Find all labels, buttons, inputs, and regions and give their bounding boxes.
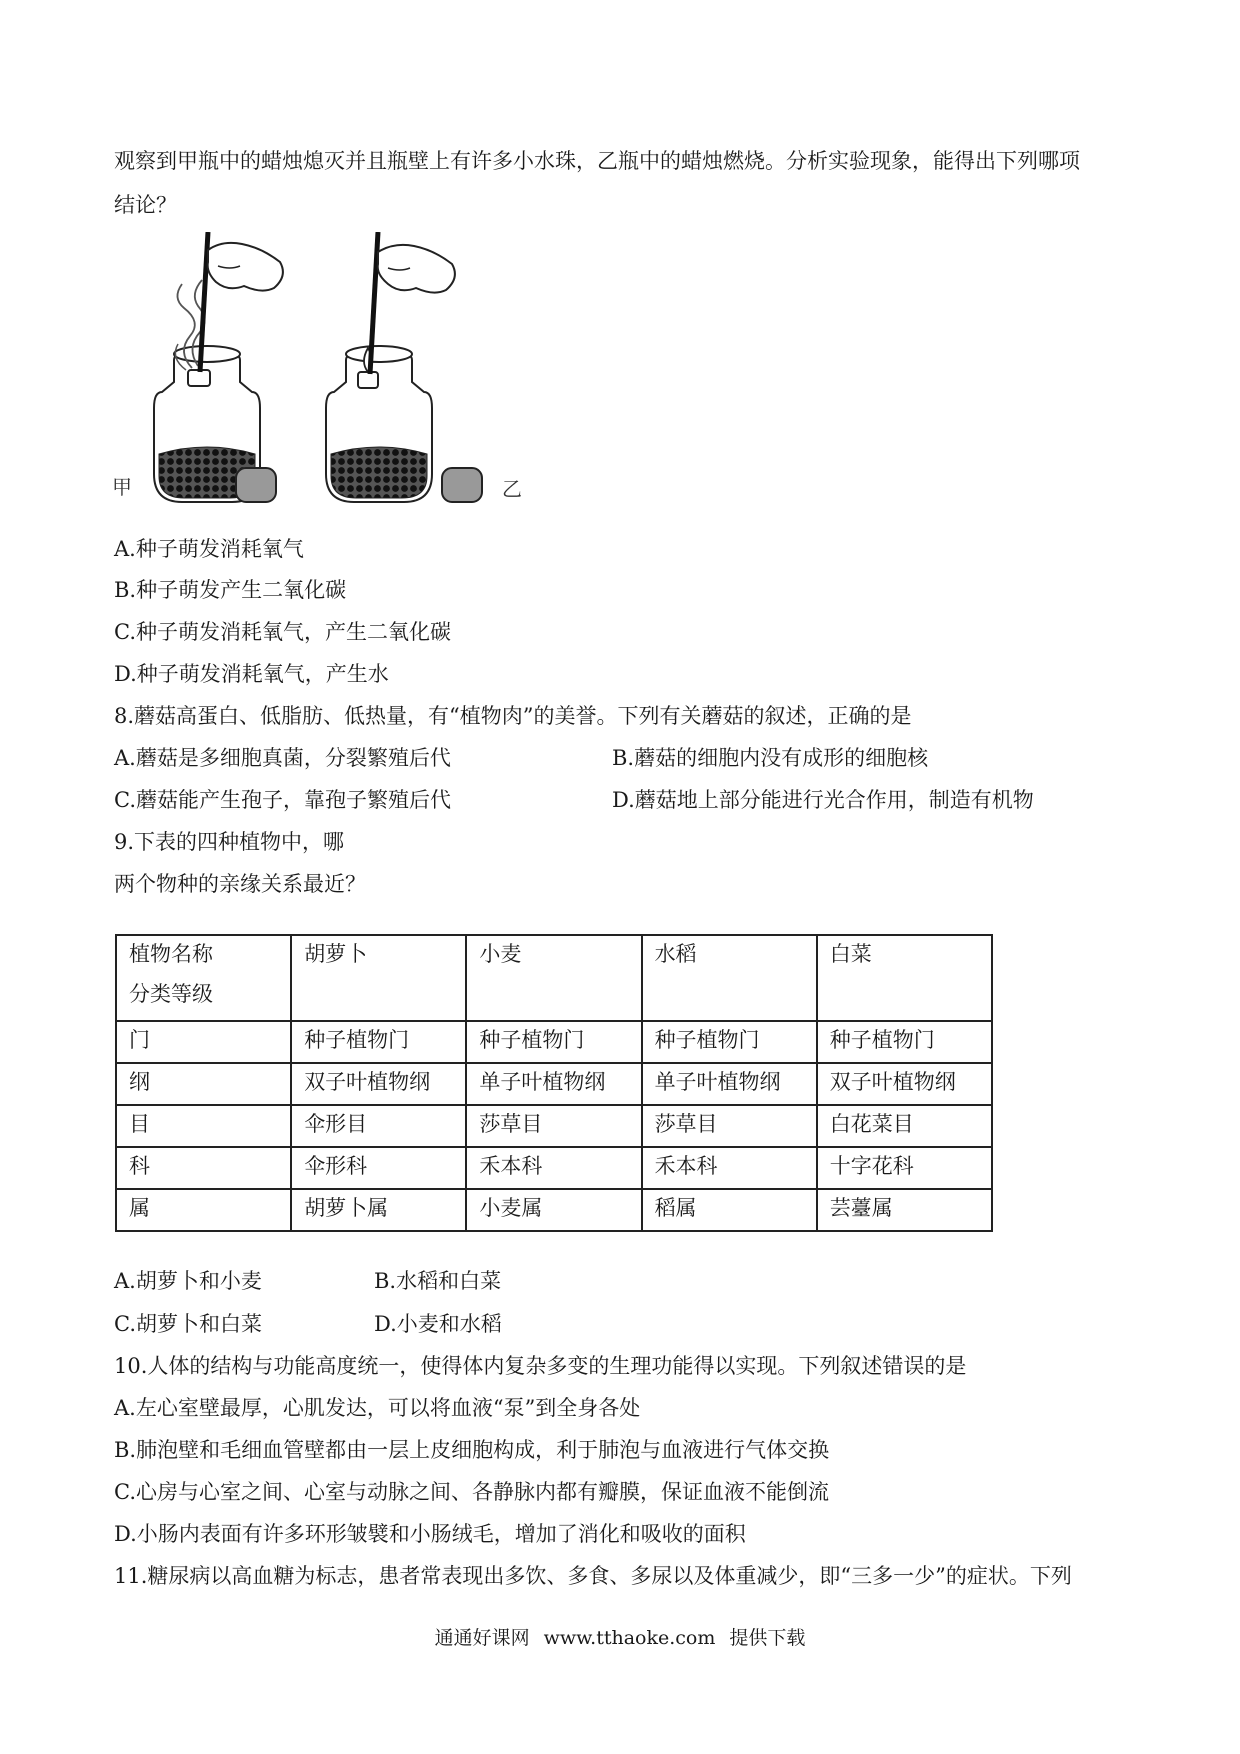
table-cell: 门: [116, 1021, 291, 1063]
q11-stem: 11.糖尿病以高血糖为标志，患者常表现出多饮、多食、多尿以及体重减少，即“三多一少”的症状。下列: [114, 1564, 1072, 1588]
q10-option-d: D.小肠内表面有许多环形皱襞和小肠绒毛，增加了消化和吸收的面积: [114, 1522, 746, 1546]
figure-label-right: 乙: [502, 477, 522, 501]
column-header: 小麦: [466, 935, 641, 1021]
table-cell: 稻属: [642, 1189, 817, 1231]
table-cell: 纲: [116, 1063, 291, 1105]
table-cell: 目: [116, 1105, 291, 1147]
jar-left: [154, 232, 283, 502]
intro-line-1: 观察到甲瓶中的蜡烛熄灭并且瓶壁上有许多小水珠，乙瓶中的蜡烛燃烧。分析实验现象，能得出下列哪项: [114, 149, 1080, 173]
table-corner-cell: [116, 935, 291, 1021]
q9-option-b: B.水稻和白菜: [374, 1269, 502, 1293]
q9-option-a: A.胡萝卜和小麦: [114, 1269, 262, 1293]
jar-right: [326, 232, 482, 502]
q10-option-c: C.心房与心室之间、心室与动脉之间、各静脉内都有瓣膜，保证血液不能倒流: [114, 1480, 829, 1504]
table-cell: 小麦属: [466, 1189, 641, 1231]
experiment-figure: [112, 232, 542, 522]
table-cell: 十字花科: [817, 1147, 992, 1189]
table-cell: 禾本科: [466, 1147, 641, 1189]
table-cell: 单子叶植物纲: [466, 1063, 641, 1105]
q9-stem-2: 两个物种的亲缘关系最近？: [114, 872, 366, 896]
table-cell: 伞形目: [291, 1105, 466, 1147]
table-cell: 白花菜目: [817, 1105, 992, 1147]
q8-option-d: D.蘑菇地上部分能进行光合作用，制造有机物: [612, 788, 1034, 812]
q10-option-a: A.左心室壁最厚，心肌发达，可以将血液“泵”到全身各处: [114, 1396, 641, 1420]
intro-line-2: 结论？: [114, 193, 177, 217]
q8-option-a: A.蘑菇是多细胞真菌，分裂繁殖后代: [114, 746, 451, 770]
table-cell: 莎草目: [642, 1105, 817, 1147]
table-cell: 双子叶植物纲: [291, 1063, 466, 1105]
table-cell: 种子植物门: [817, 1021, 992, 1063]
q7-option-b: B.种子萌发产生二氧化碳: [114, 578, 347, 602]
table-cell: 芸薹属: [817, 1189, 992, 1231]
table-cell: 属: [116, 1189, 291, 1231]
q8-option-b: B.蘑菇的细胞内没有成形的细胞核: [612, 746, 929, 770]
table-cell: 胡萝卜属: [291, 1189, 466, 1231]
q10-stem: 10.人体的结构与功能高度统一，使得体内复杂多变的生理功能得以实现。下列叙述错误的是: [114, 1354, 967, 1378]
table-cell: 禾本科: [642, 1147, 817, 1189]
footer-suffix: 提供下载: [729, 1627, 806, 1649]
table-cell: 伞形科: [291, 1147, 466, 1189]
table-cell: 种子植物门: [291, 1021, 466, 1063]
q8-option-c: C.蘑菇能产生孢子，靠孢子繁殖后代: [114, 788, 451, 812]
header-plant-name: 植物名称: [129, 942, 213, 966]
column-header: 白菜: [817, 935, 992, 1021]
table-header-row: [116, 935, 992, 1021]
q9-option-c: C.胡萝卜和白菜: [114, 1312, 262, 1336]
header-rank: 分类等级: [129, 982, 213, 1006]
column-header: 胡萝卜: [291, 935, 466, 1021]
footer-url[interactable]: www.tthaoke.com: [543, 1627, 716, 1649]
q9-option-d: D.小麦和水稻: [374, 1312, 502, 1336]
table-row: [116, 1105, 992, 1147]
table-cell: 科: [116, 1147, 291, 1189]
q9-stem-1: 9.下表的四种植物中，哪: [114, 830, 345, 854]
figure-label-left: 甲: [112, 475, 132, 499]
table-cell: 种子植物门: [466, 1021, 641, 1063]
table-cell: 莎草目: [466, 1105, 641, 1147]
q10-option-b: B.肺泡壁和毛细血管壁都由一层上皮细胞构成，利于肺泡与血液进行气体交换: [114, 1438, 830, 1462]
q7-option-c: C.种子萌发消耗氧气，产生二氧化碳: [114, 620, 451, 644]
column-header: 水稻: [642, 935, 817, 1021]
q7-option-d: D.种子萌发消耗氧气，产生水: [114, 662, 389, 686]
table-row: [116, 1147, 992, 1189]
table-cell: 双子叶植物纲: [817, 1063, 992, 1105]
table-cell: 单子叶植物纲: [642, 1063, 817, 1105]
q8-stem: 8.蘑菇高蛋白、低脂肪、低热量，有“植物肉”的美誉。下列有关蘑菇的叙述，正确的是: [114, 704, 912, 728]
footer-site-name: 通通好课网: [434, 1627, 530, 1649]
table-row: [116, 1021, 992, 1063]
q7-option-a: A.种子萌发消耗氧气: [114, 537, 304, 561]
table-row: [116, 1063, 992, 1105]
table-cell: 种子植物门: [642, 1021, 817, 1063]
table-row: [116, 1189, 992, 1231]
page-footer: [0, 1626, 1240, 1650]
classification-table: [115, 934, 993, 1232]
